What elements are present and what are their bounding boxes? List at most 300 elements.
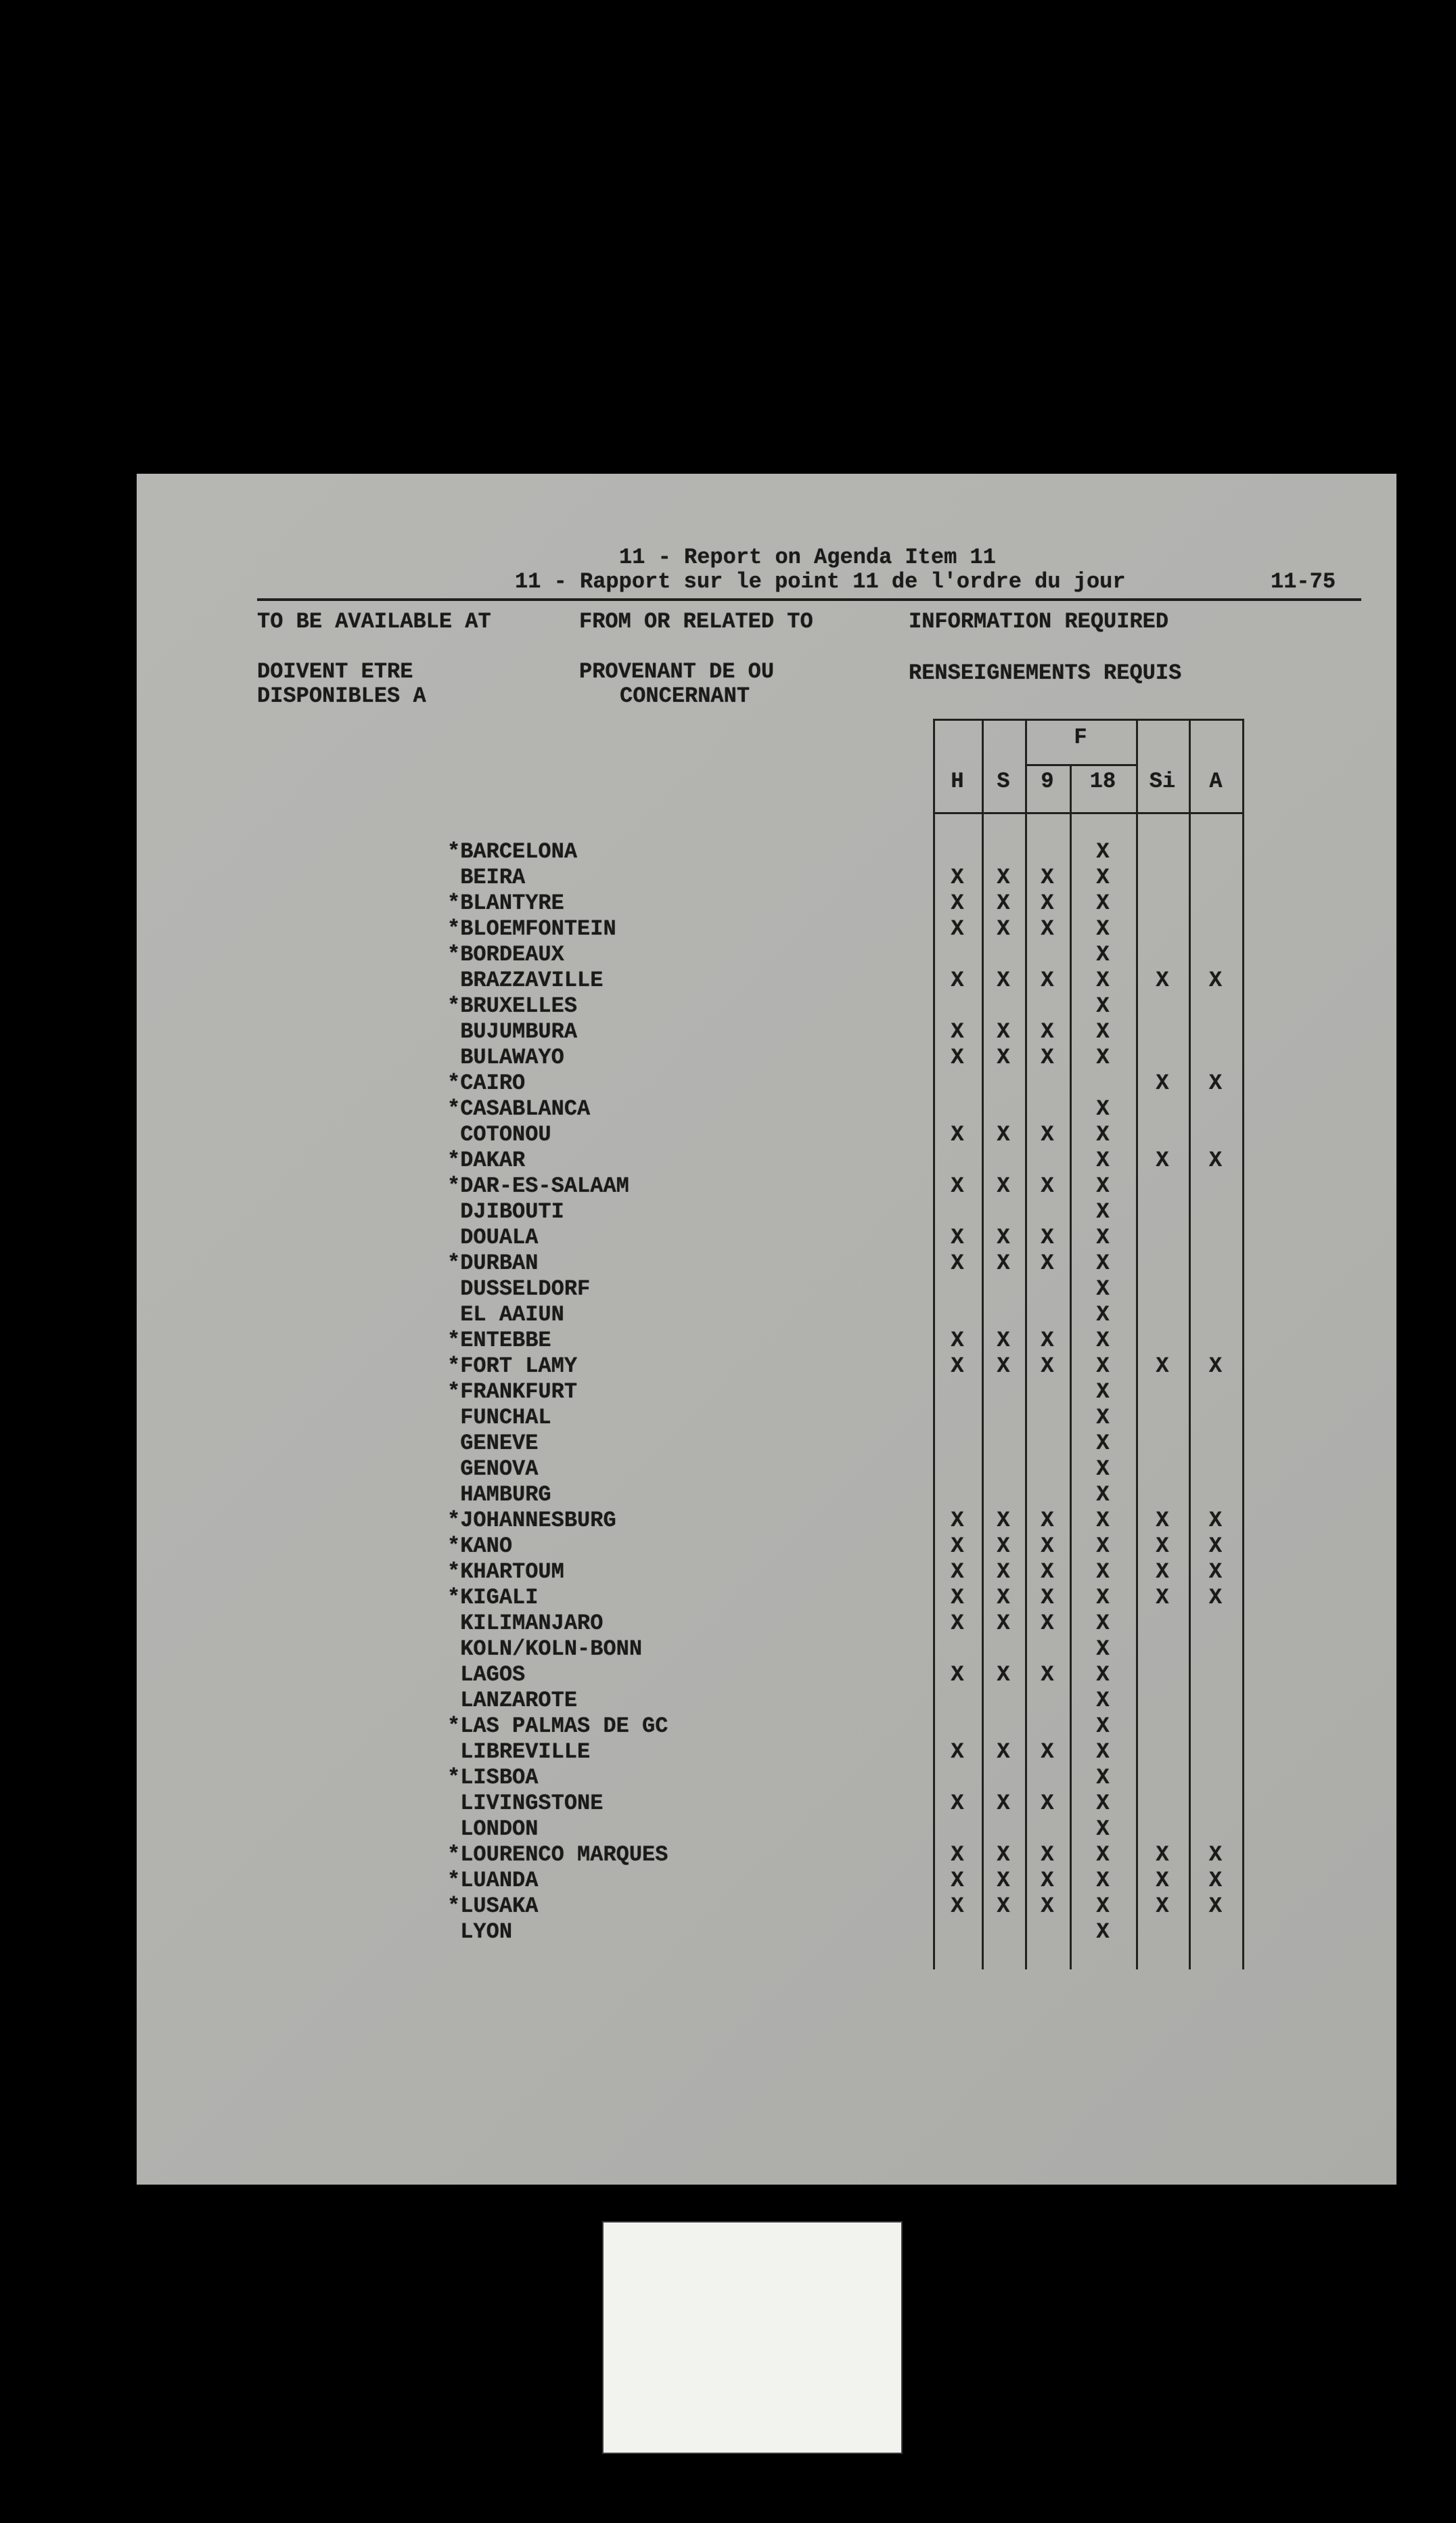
mark-cell: X <box>1096 1894 1110 1919</box>
mark-cell: X <box>997 1508 1010 1533</box>
mark-cell: X <box>951 1842 964 1867</box>
mark-cell <box>982 1456 1025 1482</box>
mark-cell: X <box>1096 1225 1110 1250</box>
mark-cell: X <box>1041 1354 1054 1379</box>
mark-cell: X <box>1096 1739 1110 1764</box>
header-available-at-en: TO BE AVAILABLE AT <box>257 609 491 634</box>
mark-cell: X <box>1041 1894 1054 1919</box>
table-row <box>447 1328 1242 1354</box>
mark-cell: X <box>1096 1174 1110 1199</box>
mark-cell: X <box>1156 1534 1169 1559</box>
table-row <box>447 1354 1242 1379</box>
mark-cell <box>1136 1199 1189 1225</box>
mark-cell: X <box>1096 968 1110 993</box>
table-row <box>447 1894 1242 1919</box>
mark-cell: X <box>1208 1534 1223 1559</box>
city-name: LIBREVILLE <box>447 1739 591 1764</box>
city-name: BULAWAYO <box>447 1045 564 1070</box>
city-name: *KANO <box>447 1534 513 1559</box>
mark-cell: X <box>1096 1688 1110 1713</box>
table-row <box>447 1251 1242 1276</box>
mark-cell: X <box>951 1585 964 1610</box>
mark-cell <box>1189 1791 1242 1816</box>
mark-cell <box>933 1405 982 1431</box>
mark-cell: X <box>1208 1585 1223 1610</box>
mark-cell: X <box>997 1868 1010 1893</box>
mark-cell <box>933 1482 982 1508</box>
table-row <box>447 1482 1242 1508</box>
mark-cell <box>1136 993 1189 1019</box>
mark-cell <box>982 1919 1025 1945</box>
mark-cell: X <box>1096 1842 1110 1867</box>
mark-cell <box>1136 916 1189 942</box>
table-row <box>447 1456 1242 1482</box>
mark-cell: X <box>1096 1559 1110 1584</box>
header-from-or-related-fr-line1: PROVENANT DE OU <box>579 659 775 684</box>
city-name: *JOHANNESBURG <box>447 1508 616 1533</box>
mark-cell <box>933 1148 982 1174</box>
city-name: LIVINGSTONE <box>447 1791 604 1816</box>
mark-cell <box>1189 1611 1242 1636</box>
table-row <box>447 1842 1242 1868</box>
table-row <box>447 1636 1242 1662</box>
mark-cell: X <box>997 1894 1010 1919</box>
mark-cell <box>1189 1302 1242 1328</box>
mark-cell <box>933 1431 982 1456</box>
mark-cell: X <box>1041 1559 1054 1584</box>
mark-cell <box>1136 1739 1189 1765</box>
header-information-required-fr: RENSEIGNEMENTS REQUIS <box>909 661 1182 686</box>
table-row <box>447 839 1242 865</box>
mark-cell <box>1189 1714 1242 1739</box>
city-name: BUJUMBURA <box>447 1019 578 1044</box>
mark-cell <box>1189 1019 1242 1045</box>
mark-cell: X <box>1096 1122 1110 1147</box>
document-page <box>137 474 1396 2185</box>
mark-cell: X <box>1041 1739 1054 1764</box>
mark-cell: X <box>1041 916 1054 941</box>
mark-cell: X <box>951 1868 964 1893</box>
mark-cell: X <box>951 1328 964 1353</box>
mark-cell: X <box>951 1791 964 1816</box>
mark-cell <box>982 1714 1025 1739</box>
page-number: 11-75 <box>1271 569 1336 594</box>
mark-cell: X <box>1041 1662 1054 1687</box>
mark-cell <box>1025 1688 1070 1714</box>
mark-cell <box>1070 1071 1136 1096</box>
grid-line <box>1025 764 1138 766</box>
mark-cell: X <box>997 1122 1010 1147</box>
mark-cell <box>1136 839 1189 865</box>
film-marker <box>604 2223 901 2453</box>
mark-cell <box>933 942 982 968</box>
table-row <box>447 1534 1242 1559</box>
mark-cell <box>982 1276 1025 1302</box>
mark-cell: X <box>1096 891 1110 916</box>
mark-cell: X <box>1096 1019 1110 1044</box>
table-row <box>447 1276 1242 1302</box>
city-name: LONDON <box>447 1816 539 1841</box>
table-row <box>447 1508 1242 1534</box>
mark-cell: X <box>1156 1354 1169 1379</box>
header-information-required-en: INFORMATION REQUIRED <box>909 609 1169 634</box>
mark-cell <box>1025 1636 1070 1662</box>
mark-cell <box>1189 1122 1242 1148</box>
mark-cell <box>1136 1714 1189 1739</box>
mark-cell: X <box>1096 993 1110 1019</box>
table-row <box>447 891 1242 916</box>
mark-cell: X <box>1041 1791 1054 1816</box>
table-row <box>447 1611 1242 1636</box>
mark-cell <box>1189 839 1242 865</box>
mark-cell <box>1025 1276 1070 1302</box>
mark-cell: X <box>1041 1868 1054 1893</box>
mark-cell <box>933 1688 982 1714</box>
city-name: FUNCHAL <box>447 1405 551 1430</box>
mark-cell: X <box>1096 839 1110 864</box>
mark-cell: X <box>951 1354 964 1379</box>
mark-cell: X <box>1208 1559 1223 1584</box>
mark-cell <box>1136 1045 1189 1071</box>
mark-cell <box>1189 1765 1242 1791</box>
column-label-a: A <box>1209 769 1223 794</box>
mark-cell <box>982 1096 1025 1122</box>
mark-cell: X <box>951 865 964 890</box>
mark-cell <box>933 1816 982 1842</box>
city-name: *DAR-ES-SALAAM <box>447 1174 629 1199</box>
city-name: HAMBURG <box>447 1482 551 1507</box>
header-from-or-related-en: FROM OR RELATED TO <box>579 609 813 634</box>
mark-cell <box>982 839 1025 865</box>
table-row <box>447 1431 1242 1456</box>
table-row <box>447 1199 1242 1225</box>
table-row <box>447 1019 1242 1045</box>
mark-cell <box>1189 1045 1242 1071</box>
mark-cell <box>933 1456 982 1482</box>
mark-cell: X <box>1156 1894 1169 1919</box>
mark-cell: X <box>1096 1431 1110 1456</box>
title-english: 11 - Report on Agenda Item 11 <box>619 545 996 570</box>
table-row <box>447 1122 1242 1148</box>
mark-cell <box>1189 891 1242 916</box>
table-row <box>447 1174 1242 1199</box>
mark-cell <box>1025 1148 1070 1174</box>
mark-cell: X <box>1041 1019 1054 1044</box>
table-row <box>447 1739 1242 1765</box>
mark-cell <box>1189 916 1242 942</box>
mark-cell <box>1189 1379 1242 1405</box>
mark-cell: X <box>1096 1508 1110 1533</box>
mark-cell <box>1136 1122 1189 1148</box>
mark-cell <box>982 1816 1025 1842</box>
mark-cell <box>1025 1456 1070 1482</box>
mark-cell <box>1136 1276 1189 1302</box>
mark-cell: X <box>1096 1456 1110 1481</box>
mark-cell <box>1189 865 1242 891</box>
mark-cell <box>982 1302 1025 1328</box>
mark-cell: X <box>997 1354 1010 1379</box>
mark-cell: X <box>1096 1405 1110 1430</box>
header-from-or-related-fr-line2: CONCERNANT <box>620 684 750 709</box>
table-row <box>447 1585 1242 1611</box>
mark-cell <box>982 1482 1025 1508</box>
column-label-h: H <box>951 769 964 794</box>
mark-cell <box>982 1431 1025 1456</box>
city-name: *CAIRO <box>447 1071 526 1096</box>
mark-cell <box>933 1765 982 1791</box>
mark-cell: X <box>951 968 964 993</box>
mark-cell: X <box>997 1534 1010 1559</box>
grid-line <box>1242 719 1244 1969</box>
mark-cell <box>982 993 1025 1019</box>
mark-cell: X <box>951 1122 964 1147</box>
mark-cell: X <box>997 1045 1010 1070</box>
mark-cell <box>982 1405 1025 1431</box>
city-name: *LISBOA <box>447 1765 539 1790</box>
mark-cell: X <box>997 916 1010 941</box>
city-name: EL AAIUN <box>447 1302 564 1327</box>
mark-cell: X <box>997 1585 1010 1610</box>
city-name: BRAZZAVILLE <box>447 968 604 993</box>
mark-cell: X <box>997 1559 1010 1584</box>
city-name: *FORT LAMY <box>447 1354 578 1379</box>
mark-cell <box>1025 1482 1070 1508</box>
mark-cell <box>1025 1096 1070 1122</box>
mark-cell: X <box>951 1534 964 1559</box>
mark-cell <box>933 1919 982 1945</box>
city-name: COTONOU <box>447 1122 551 1147</box>
mark-cell: X <box>1096 1791 1110 1816</box>
mark-cell: X <box>1156 1148 1169 1173</box>
mark-cell: X <box>1041 1508 1054 1533</box>
table-row <box>447 1045 1242 1071</box>
mark-cell <box>1136 1431 1189 1456</box>
mark-cell: X <box>1096 1868 1110 1893</box>
mark-cell: X <box>951 1045 964 1070</box>
mark-cell: X <box>951 1225 964 1250</box>
city-name: DOUALA <box>447 1225 539 1250</box>
city-name: *BRUXELLES <box>447 993 578 1019</box>
mark-cell: X <box>997 1842 1010 1867</box>
mark-cell <box>1189 1662 1242 1688</box>
mark-cell: X <box>1096 1199 1110 1224</box>
mark-cell <box>933 1302 982 1328</box>
mark-cell <box>1189 1405 1242 1431</box>
mark-cell: X <box>951 1662 964 1687</box>
table-row <box>447 1405 1242 1431</box>
mark-cell <box>1025 1816 1070 1842</box>
mark-cell: X <box>1041 1534 1054 1559</box>
mark-cell <box>1189 1276 1242 1302</box>
mark-cell: X <box>997 1791 1010 1816</box>
table-row <box>447 1559 1242 1585</box>
mark-cell: X <box>951 916 964 941</box>
title-rule <box>257 598 1361 601</box>
mark-cell: X <box>951 1611 964 1636</box>
mark-cell <box>1189 993 1242 1019</box>
mark-cell <box>982 1379 1025 1405</box>
mark-cell: X <box>1156 1559 1169 1584</box>
city-name: BEIRA <box>447 865 526 890</box>
mark-cell <box>1136 1482 1189 1508</box>
table-row <box>447 1662 1242 1688</box>
table-row <box>447 916 1242 942</box>
mark-cell: X <box>1041 1328 1054 1353</box>
mark-cell: X <box>1096 1148 1110 1173</box>
mark-cell: X <box>1096 1816 1110 1841</box>
table-row <box>447 1071 1242 1096</box>
city-name: *LAS PALMAS DE GC <box>447 1714 668 1739</box>
column-label-18: 18 <box>1089 769 1116 794</box>
city-name: LAGOS <box>447 1662 526 1687</box>
mark-cell: X <box>951 1251 964 1276</box>
mark-cell <box>1136 1096 1189 1122</box>
mark-cell: X <box>1096 1714 1110 1739</box>
mark-cell <box>1189 942 1242 968</box>
mark-cell: X <box>1096 1379 1110 1404</box>
mark-cell <box>933 1276 982 1302</box>
mark-cell: X <box>1096 865 1110 890</box>
mark-cell <box>1136 891 1189 916</box>
mark-cell <box>933 839 982 865</box>
mark-cell: X <box>1041 1842 1054 1867</box>
column-group-label-f: F <box>1074 725 1087 750</box>
mark-cell: X <box>951 1559 964 1584</box>
mark-cell: X <box>1156 1071 1169 1096</box>
mark-cell: X <box>1041 968 1054 993</box>
mark-cell <box>1189 1096 1242 1122</box>
city-name: *LUSAKA <box>447 1894 539 1919</box>
mark-cell <box>1189 1225 1242 1251</box>
mark-cell <box>1189 1816 1242 1842</box>
city-name: GENOVA <box>447 1456 539 1481</box>
mark-cell: X <box>1096 1354 1110 1379</box>
mark-cell <box>1025 1071 1070 1096</box>
mark-cell <box>1136 1379 1189 1405</box>
mark-cell: X <box>997 891 1010 916</box>
mark-cell <box>1136 942 1189 968</box>
mark-cell <box>1189 1328 1242 1354</box>
mark-cell: X <box>1041 1122 1054 1147</box>
mark-cell: X <box>1096 1636 1110 1661</box>
mark-cell <box>1136 1328 1189 1354</box>
mark-cell: X <box>951 1019 964 1044</box>
mark-cell <box>982 1199 1025 1225</box>
city-name: KOLN/KOLN-BONN <box>447 1636 643 1661</box>
mark-cell: X <box>1156 968 1169 993</box>
mark-cell <box>1136 1919 1189 1945</box>
mark-cell <box>1025 1405 1070 1431</box>
mark-cell <box>933 993 982 1019</box>
mark-cell <box>1136 1791 1189 1816</box>
mark-cell: X <box>1156 1868 1169 1893</box>
mark-cell: X <box>1156 1585 1169 1610</box>
table-row <box>447 993 1242 1019</box>
mark-cell <box>982 1688 1025 1714</box>
mark-cell: X <box>951 1739 964 1764</box>
table-row <box>447 1688 1242 1714</box>
mark-cell <box>1136 1251 1189 1276</box>
mark-cell: X <box>1096 1919 1110 1944</box>
mark-cell <box>1025 942 1070 968</box>
mark-cell: X <box>1041 1174 1054 1199</box>
mark-cell: X <box>1208 968 1223 993</box>
mark-cell: X <box>951 1508 964 1533</box>
column-label-9: 9 <box>1041 769 1054 794</box>
city-name: *LOURENCO MARQUES <box>447 1842 668 1867</box>
city-name: *DAKAR <box>447 1148 526 1173</box>
mark-cell: X <box>951 1174 964 1199</box>
mark-cell <box>933 1636 982 1662</box>
mark-cell: X <box>1096 916 1110 941</box>
mark-cell <box>1025 1765 1070 1791</box>
mark-cell: X <box>1096 1096 1110 1121</box>
header-available-at-fr-line1: DOIVENT ETRE <box>257 659 413 684</box>
mark-cell: X <box>1096 1302 1110 1327</box>
city-name: *ENTEBBE <box>447 1328 551 1353</box>
mark-cell: X <box>1096 1765 1110 1790</box>
mark-cell: X <box>1041 1585 1054 1610</box>
mark-cell: X <box>951 1894 964 1919</box>
mark-cell: X <box>997 1328 1010 1353</box>
mark-cell <box>1025 839 1070 865</box>
mark-cell: X <box>1156 1842 1169 1867</box>
mark-cell <box>1189 1688 1242 1714</box>
mark-cell <box>1025 1379 1070 1405</box>
table-row <box>447 1714 1242 1739</box>
mark-cell <box>933 1199 982 1225</box>
mark-cell <box>1189 1739 1242 1765</box>
mark-cell <box>1136 1611 1189 1636</box>
mark-cell <box>1136 1019 1189 1045</box>
mark-cell <box>1136 1816 1189 1842</box>
city-name: DJIBOUTI <box>447 1199 564 1224</box>
mark-cell: X <box>1096 1045 1110 1070</box>
mark-cell: X <box>1208 1894 1223 1919</box>
mark-cell <box>1025 1431 1070 1456</box>
header-available-at-fr-line2: DISPONIBLES A <box>257 684 426 709</box>
table-row <box>447 1302 1242 1328</box>
mark-cell: X <box>1096 1611 1110 1636</box>
grid-line <box>933 812 1244 814</box>
mark-cell <box>1136 1765 1189 1791</box>
mark-cell <box>1136 1302 1189 1328</box>
mark-cell <box>1025 1919 1070 1945</box>
mark-cell <box>933 1379 982 1405</box>
city-name: *CASABLANCA <box>447 1096 591 1121</box>
city-name: *BARCELONA <box>447 839 578 864</box>
mark-cell <box>1136 1662 1189 1688</box>
mark-cell: X <box>951 891 964 916</box>
mark-cell <box>1136 1456 1189 1482</box>
mark-cell: X <box>1208 1842 1223 1867</box>
mark-cell <box>933 1096 982 1122</box>
mark-cell: X <box>1096 942 1110 967</box>
mark-cell <box>1189 1199 1242 1225</box>
table-row <box>447 1919 1242 1945</box>
mark-cell: X <box>1096 1482 1110 1507</box>
city-name: *BORDEAUX <box>447 942 564 967</box>
mark-cell <box>982 1765 1025 1791</box>
mark-cell: X <box>1096 1328 1110 1353</box>
mark-cell <box>1136 1636 1189 1662</box>
mark-cell <box>1025 1714 1070 1739</box>
table-row <box>447 865 1242 891</box>
mark-cell: X <box>997 865 1010 890</box>
mark-cell: X <box>1096 1585 1110 1610</box>
mark-cell: X <box>1208 1071 1223 1096</box>
mark-cell <box>1189 1482 1242 1508</box>
